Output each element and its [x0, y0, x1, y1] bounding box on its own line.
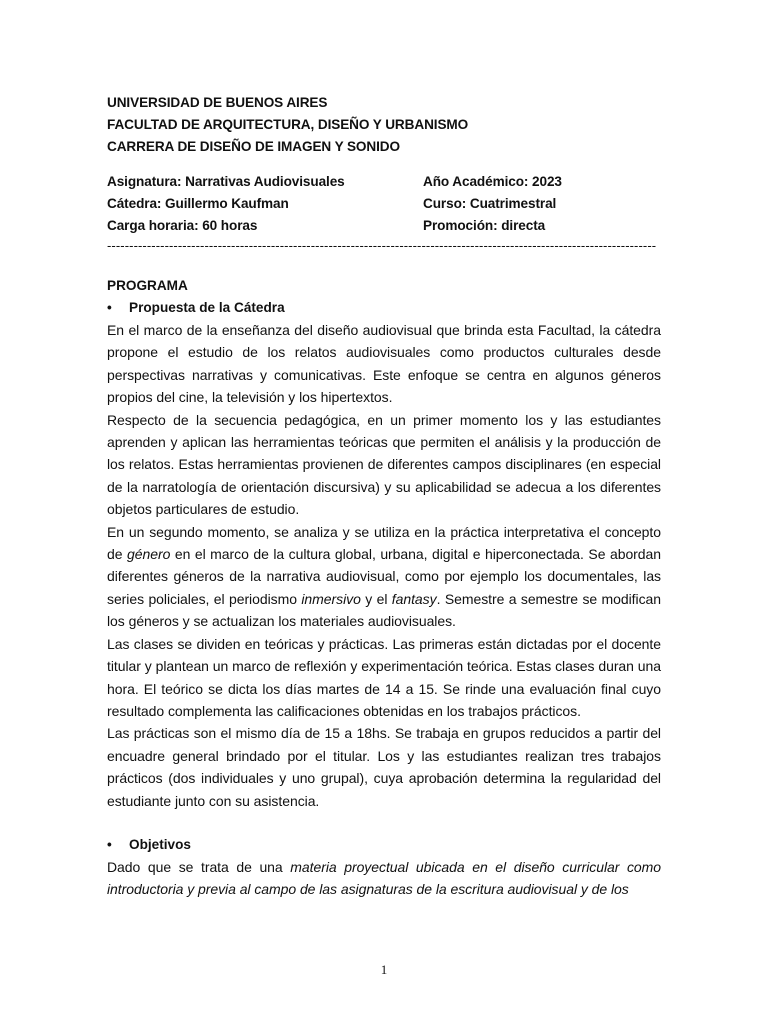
section-title-objetivos — [107, 834, 661, 856]
paragraph: Las prácticas son el mismo día de 15 a 18hs. Se trabaja en grupos reducidos a partir del encuadre general brindado por el titular. Los y las estudiantes realizan tres trabajos prácticos (dos individuales y uno grupal), cuya aprobación determina la regularidad del estudiante junto con su asistencia. — [107, 725, 661, 809]
promocion-field: Promoción: directa — [423, 218, 546, 233]
text-run: . Semestre a semestre se modifican los géneros y se actualizan los materiales audiovisuales. — [107, 590, 661, 630]
curso-field: Curso: Cuatrimestral — [423, 196, 557, 211]
paragraph: En el marco de la enseñanza del diseño audiovisual que brinda esta Facultad, la cátedra propone el estudio de los relatos audiovisuales como productos culturales desde perspectivas narrativas y comunicativas. Este enfoque se centra en algunos géneros propios del cine, la televisión y los hipertextos. — [107, 322, 661, 406]
carga-field: Carga horaria: 60 horas — [107, 218, 258, 233]
career-name: CARRERA DE DISEÑO DE IMAGEN Y SONIDO — [107, 139, 400, 154]
faculty-name: FACULTAD DE ARQUITECTURA, DISEÑO Y URBANISMO — [107, 117, 469, 132]
section-title-propuesta — [107, 297, 661, 319]
text-run: En un segundo momento, se analiza y se utiliza en la práctica interpretativa el concepto de — [107, 523, 661, 563]
university-name: UNIVERSIDAD DE BUENOS AIRES — [107, 95, 328, 110]
dashed-separator: ---------------------------------------------------------------------------------------------------------------------------- — [107, 239, 657, 253]
asignatura-field: Asignatura: Narrativas Audiovisuales — [107, 174, 345, 189]
meta-row — [107, 193, 661, 215]
meta-row — [107, 171, 661, 193]
course-metadata — [107, 171, 661, 253]
paragraph — [107, 521, 661, 633]
section-title-text: Objetivos — [129, 836, 191, 852]
meta-row — [107, 215, 661, 237]
bullet-icon: • — [107, 300, 112, 315]
text-run: Dado que se trata de una — [107, 858, 291, 875]
italic-term: inmersivo — [301, 590, 361, 607]
document-page — [107, 92, 661, 901]
spacer — [107, 812, 661, 834]
italic-term: fantasy — [391, 590, 437, 607]
paragraph: Respecto de la secuencia pedagógica, en un primer momento los y las estudiantes aprenden y aplican las herramientas teóricas que permiten el análisis y la producción de los relatos. Estas herramientas provienen de diferentes campos disciplinares (en especial de la narratología de orientación discursiva) y su aplicabilidad se adecua a los diferentes objetos particulares de estudio. — [107, 411, 661, 518]
programa-heading: PROGRAMA — [107, 278, 188, 293]
section-title-text: Propuesta de la Cátedra — [129, 300, 285, 315]
catedra-field: Cátedra: Guillermo Kaufman — [107, 196, 289, 211]
page-number: 1 — [380, 962, 388, 977]
italic-term: género — [127, 546, 171, 563]
bullet-icon: • — [107, 836, 112, 852]
institution-header — [107, 92, 661, 158]
paragraph — [107, 856, 661, 901]
text-run: y el — [360, 590, 392, 607]
italic-phrase: materia proyectual ubicada en el diseño curricular como introductoria y previa al campo de las asignaturas de la escritura audiovisual y de los — [107, 858, 661, 898]
anio-field: Año Académico: 2023 — [423, 174, 562, 189]
paragraph: Las clases se dividen en teóricas y prácticas. Las primeras están dictadas por el docente titular y plantean un marco de reflexión y experimentación teórica. Estas clases duran una hora. El teórico se dicta los días martes de 14 a 15. Se rinde una evaluación final cuyo resultado complementa las calificaciones obtenidas en los trabajos prácticos. — [107, 635, 661, 719]
text-run: en el marco de la cultura global, urbana, digital e hiperconectada. Se abordan diferentes géneros de la narrativa audiovisual, como por ejemplo los documentales, las series policiales, el periodismo — [107, 546, 661, 607]
